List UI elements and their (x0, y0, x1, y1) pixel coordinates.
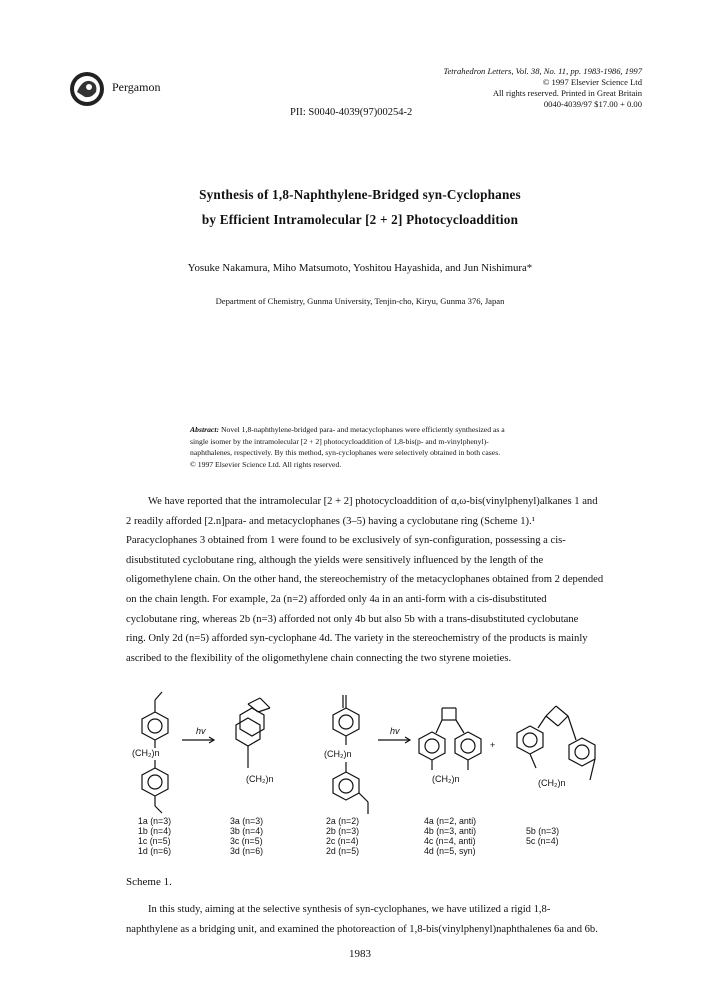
paragraph-line: We have reported that the intramolecular [2 + 2] photocycloaddition of α,ω-bis(vinylphenyl)alkanes 1 and (148, 496, 598, 507)
abstract-line: naphthalenes, respectively. By this method, syn-cyclophanes were selectively obtained in both cases. (190, 448, 501, 458)
compound-label: 4a (n=2, anti) (424, 816, 477, 826)
compound-label: 3b (n=4) (230, 826, 264, 836)
journal-header (443, 66, 642, 110)
abstract-line: Novel 1,8-naphthylene-bridged para- and metacyclophanes were efficiently synthesized as a (220, 425, 505, 434)
chain-label: (CH₂)n (538, 778, 566, 788)
compound-label: 3c (n=5) (230, 836, 263, 846)
plus-sign: + (490, 740, 496, 750)
hv-label: hv (390, 726, 400, 736)
paragraph-2 (126, 900, 650, 939)
compound-label: 4b (n=3, anti) (424, 826, 477, 836)
compound-2-labels (326, 816, 359, 856)
compound-label: 1d (n=6) (138, 846, 172, 856)
chain-label: (CH₂)n (132, 748, 160, 758)
compound-label: 2d (n=5) (326, 846, 360, 856)
compound-1-labels (138, 816, 171, 856)
paragraph-line: oligomethylene chain. On the other hand, the stereochemistry of the metacyclophanes obtained from 2 depended (126, 574, 604, 586)
copyright-line: © 1997 Elsevier Science Ltd (542, 77, 642, 87)
paragraph-line: 2 readily afforded [2.n]para- and metacyclophanes (3–5) having a cyclobutane ring (Scheme 1).¹ (126, 515, 535, 527)
paragraph-line: on the chain length. For example, 2a (n=2) afforded only 4a in an anti-form with a cis-disubstituted (126, 593, 547, 605)
compound-label: 2c (n=4) (326, 836, 359, 846)
scheme-1-structures (110, 690, 640, 816)
compound-label: 4c (n=4, anti) (424, 836, 476, 846)
issn-line: 0040-4039/97 $17.00 + 0.00 (543, 99, 642, 109)
compound-label: 1a (n=3) (138, 816, 172, 826)
compound-label: 2a (n=2) (326, 816, 360, 826)
chain-label: (CH₂)n (324, 749, 352, 759)
compound-5-labels (526, 826, 559, 846)
compound-label: 3d (n=6) (230, 846, 264, 856)
pii: PII: S0040-4039(97)00254-2 (290, 107, 413, 118)
page-number: 1983 (349, 948, 371, 960)
compound-label: 3a (n=3) (230, 816, 264, 826)
compound-label: 2b (n=3) (326, 826, 360, 836)
compound-label: 4d (n=5, syn) (424, 846, 476, 856)
publisher-name: Pergamon (112, 80, 161, 94)
scheme-caption: Scheme 1. (126, 876, 172, 888)
title-line-1: Synthesis of 1,8-Naphthylene-Bridged syn-Cyclophanes (199, 187, 521, 202)
title-line-2: by Efficient Intramolecular [2 + 2] Photocycloaddition (201, 212, 519, 227)
abstract-label: Abstract: (190, 425, 220, 434)
chain-label: (CH₂)n (246, 774, 274, 784)
compound-4-labels (424, 816, 476, 856)
paragraph-line: ascribed to the flexibility of the oligomethylene chain connecting the two styrene moieties. (126, 652, 512, 664)
abstract (190, 424, 586, 470)
compound-5-structure (517, 706, 595, 780)
hv-label: hv (196, 726, 206, 736)
paragraph-line: naphthylene as a bridging unit, and examined the photoreaction of 1,8-bis(vinylphenyl)naphthalenes 6a and 6b. (126, 923, 598, 935)
paragraph-line: In this study, aiming at the selective synthesis of syn-cyclophanes, we have utilized a rigid 1,8- (148, 904, 551, 915)
compound-label: 5b (n=3) (526, 826, 560, 836)
paragraph-line: cyclobutane ring, whereas 2b (n=3) afforded not only 4b but also 5b with a trans-disubstituted cyclobutane (126, 613, 579, 625)
compound-3-structure (236, 698, 270, 768)
compound-3-labels (230, 816, 263, 856)
paper-title (0, 182, 720, 232)
paragraph-1 (126, 492, 650, 668)
publisher-logo-icon (68, 70, 106, 108)
compound-label: 1b (n=4) (138, 826, 172, 836)
chain-label: (CH₂)n (432, 774, 460, 784)
authors: Yosuke Nakamura, Miho Matsumoto, Yoshitou Hayashida, and Jun Nishimura* (187, 262, 533, 274)
compound-label: 5c (n=4) (526, 836, 559, 846)
abstract-line: single isomer by the intramolecular [2 + 2] photocycloaddition of 1,8-bis(p- and m-vinylphenyl)- (190, 436, 489, 446)
rights-line: All rights reserved. Printed in Great Britain (492, 88, 642, 98)
paragraph-line: ring. Only 2d (n=5) afforded syn-cyclophane 4d. The variety in the stereochemistry of the products is mainly (126, 633, 588, 645)
affiliation: Department of Chemistry, Gunma University, Tenjin-cho, Kiryu, Gunma 376, Japan (215, 296, 505, 306)
compound-4-structure (419, 708, 481, 770)
paragraph-line: Paracyclophanes 3 obtained from 1 were found to be exclusively of syn-configuration, possessing a cis- (126, 535, 566, 547)
paragraph-line: disubstituted cyclobutane ring, although the yields were sensitively influenced by the length of the (126, 554, 544, 566)
abstract-line: © 1997 Elsevier Science Ltd. All rights reserved. (190, 459, 342, 469)
journal-citation: Tetrahedron Letters, Vol. 38, No. 11, pp. 1983-1986, 1997 (443, 66, 642, 76)
compound-label: 1c (n=5) (138, 836, 171, 846)
